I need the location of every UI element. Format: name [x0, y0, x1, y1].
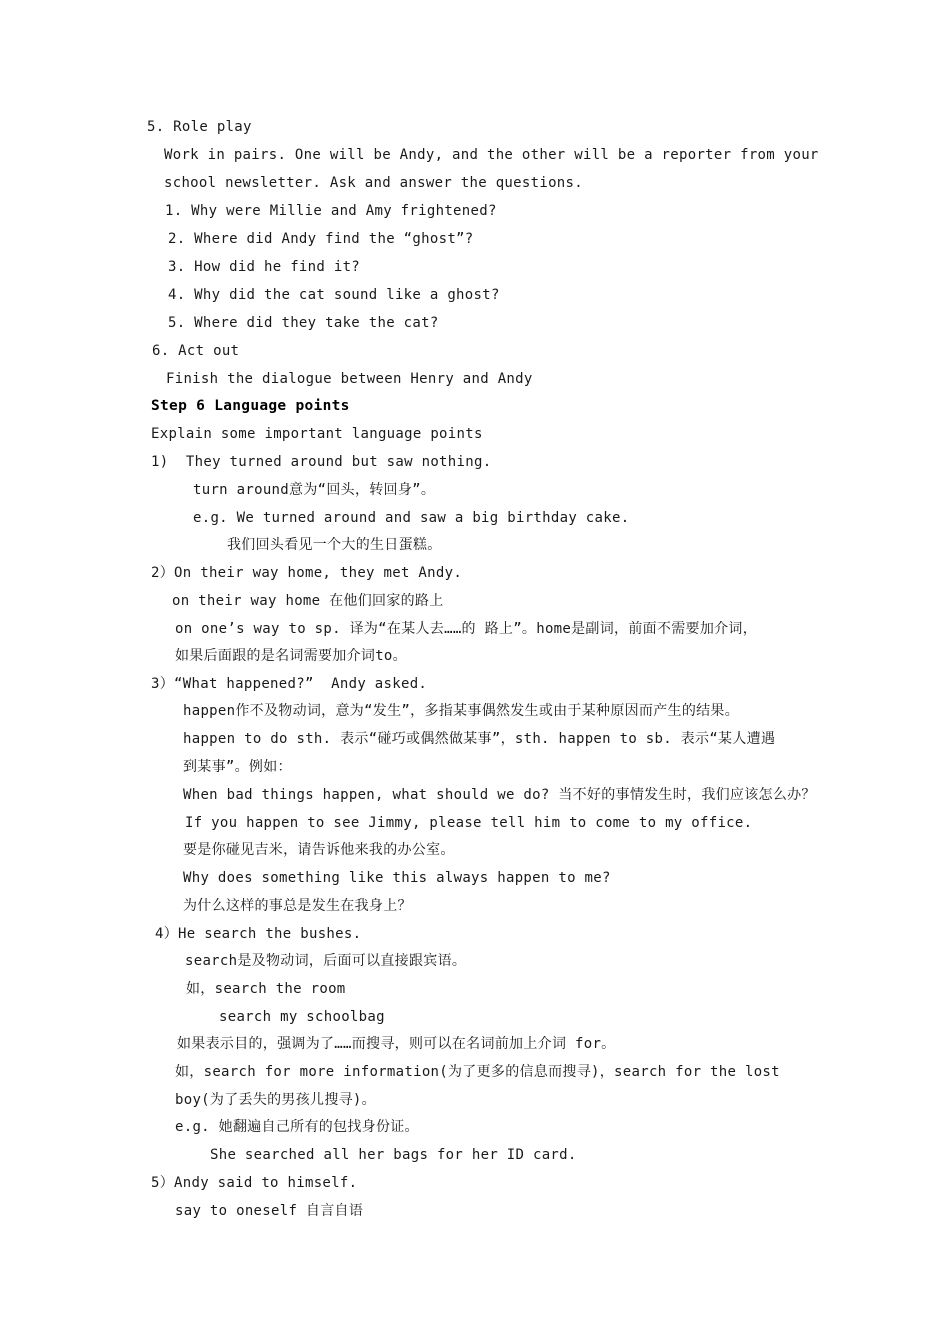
point-3-line: 到某事”。例如：	[183, 759, 292, 775]
point-4-line: 如果表示目的，强调为了……而搜寻，则可以在名词前加上介词 for。	[177, 1036, 616, 1052]
point-3-line: happen to do sth. 表示“碰巧或偶然做某事”，sth. happen to sb. 表示“某人遭遇	[183, 731, 776, 747]
role-play-instruction-line-2: school newsletter. Ask and answer the questions.	[164, 175, 583, 191]
question-item: 3. How did he find it?	[168, 259, 361, 275]
point-4-line: She searched all her bags for her ID card.	[210, 1147, 577, 1163]
point-3-line: If you happen to see Jimmy, please tell him to come to my office.	[185, 815, 753, 831]
point-3-line: happen作不及物动词，意为“发生”，多指某事偶然发生或由于某种原因而产生的结果。	[183, 703, 740, 719]
act-out-instruction: Finish the dialogue between Henry and Andy	[166, 371, 533, 387]
point-2-line: on their way home 在他们回家的路上	[172, 593, 444, 609]
point-4-line: search是及物动词，后面可以直接跟宾语。	[185, 953, 467, 969]
point-1-title: 1) They turned around but saw nothing.	[151, 454, 492, 470]
point-5-line: say to oneself 自言自语	[175, 1203, 364, 1219]
point-4-line: 如，search for more information(为了更多的信息而搜寻)，search for the lost	[175, 1064, 780, 1080]
point-1-line: 我们回头看见一个大的生日蛋糕。	[227, 537, 442, 553]
point-3-line: 要是你碰见吉米，请告诉他来我的办公室。	[183, 842, 455, 858]
question-item: 1. Why were Millie and Amy frightened?	[165, 203, 497, 219]
point-4-line: search my schoolbag	[219, 1009, 385, 1025]
point-5-title: 5）Andy said to himself.	[151, 1175, 358, 1191]
point-2-line: on one’s way to sp. 译为“在某人去……的 路上”。home是副词，前面不需要加介词，	[175, 621, 758, 637]
point-2-title: 2）On their way home, they met Andy.	[151, 565, 463, 581]
point-3-line: When bad things happen, what should we do? 当不好的事情发生时，我们应该怎么办？	[183, 787, 816, 803]
section-heading-act-out: 6. Act out	[152, 343, 240, 359]
section-heading-role-play: 5. Role play	[147, 119, 252, 135]
point-3-line: Why does something like this always happen to me?	[183, 870, 611, 886]
point-4-title: 4）He search the bushes.	[155, 926, 362, 942]
point-4-line: e.g. 她翻遍自己所有的包找身份证。	[175, 1119, 419, 1135]
point-1-line: e.g. We turned around and saw a big birthday cake.	[193, 510, 630, 526]
point-1-line: turn around意为“回头，转回身”。	[193, 482, 436, 498]
question-item: 2. Where did Andy find the “ghost”?	[168, 231, 474, 247]
step6-heading: Step 6 Language points	[151, 398, 350, 414]
step6-intro: Explain some important language points	[151, 426, 483, 442]
point-3-line: 为什么这样的事总是发生在我身上？	[183, 898, 412, 914]
point-3-title: 3）“What happened?” Andy asked.	[151, 676, 428, 692]
point-2-line: 如果后面跟的是名词需要加介词to。	[175, 648, 407, 664]
point-4-line: 如，search the room	[186, 981, 346, 997]
question-item: 4. Why did the cat sound like a ghost?	[168, 287, 500, 303]
question-item: 5. Where did they take the cat?	[168, 315, 439, 331]
point-4-line: boy(为了丢失的男孩儿搜寻)。	[175, 1092, 376, 1108]
role-play-instruction-line-1: Work in pairs. One will be Andy, and the other will be a reporter from your	[164, 147, 819, 163]
